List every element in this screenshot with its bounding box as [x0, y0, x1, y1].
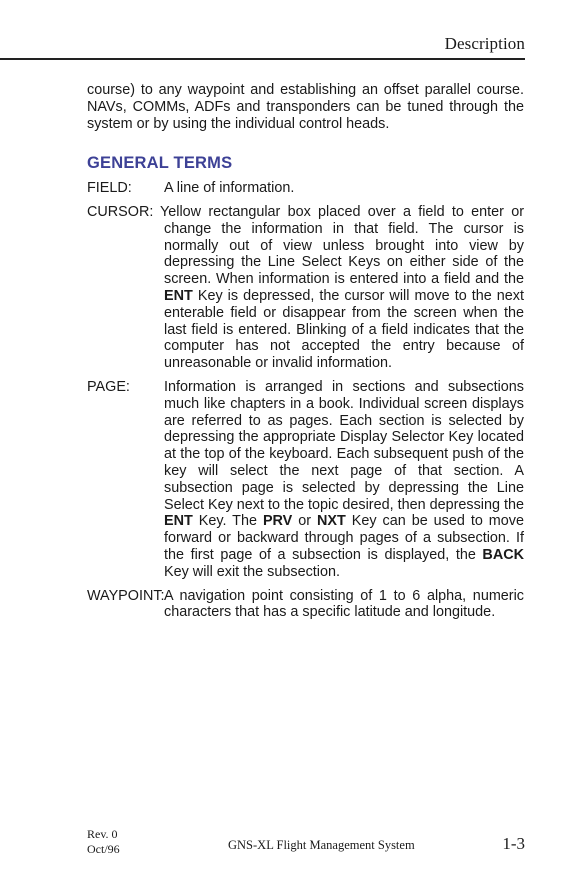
term-label-page: PAGE: — [87, 378, 130, 395]
key-ent: ENT — [164, 513, 193, 530]
intro-paragraph: course) to any waypoint and establishing an offset parallel course. NAVs, COMMs, ADFs and transponders can be tuned through the system or by using the individual control heads. — [87, 82, 524, 132]
footer-revision — [87, 827, 120, 857]
term-field — [87, 180, 524, 197]
page-content — [87, 82, 524, 628]
term-definition-page-1: Information is arranged in sections and subsections much like chapters in a book. Individual screen displays are referred to as pages. Each section is selected by depressing the appropriate Display Selector Key located at the top of the keyboard. Each subsequent push of the key will select the next page of that section. A subsection page is selected by depressing the Line Select Key next to the topic desired, then depressing the — [164, 378, 524, 513]
footer-title: GNS-XL Flight Management System — [228, 838, 415, 852]
header-rule — [0, 58, 525, 60]
term-definition-cursor-1: Yellow rectangular box placed over a field to enter or change the information in that field. The cursor is normally out of view unless brought into view by depressing the Line Select Keys on either side of the screen. When information is entered into a field and the — [160, 203, 524, 288]
term-definition-page-5: Key will exit the subsection. — [164, 563, 340, 580]
term-definition-page-2: Key. The — [192, 513, 263, 530]
key-prv: PRV — [262, 513, 293, 530]
key-back: BACK — [482, 546, 524, 563]
term-page — [87, 379, 524, 581]
term-definition-page-4: Key can be used to move forward or backward through pages of a subsection. If the first page of a subsection is displayed, the — [164, 513, 524, 563]
term-label-cursor: CURSOR: — [87, 203, 154, 220]
term-definition-waypoint: A navigation point consisting of 1 to 6 alpha, numeric characters that has a specific latitude and longitude. — [164, 587, 524, 621]
section-heading: GENERAL TERMS — [87, 154, 233, 173]
key-ent: ENT — [164, 287, 193, 304]
footer-rev: Rev. 0 — [87, 827, 118, 841]
key-nxt: NXT — [317, 513, 346, 530]
term-definition-page-3: or — [292, 513, 318, 530]
term-cursor — [87, 204, 524, 372]
term-definition-cursor-2: Key is depressed, the cursor will move to the next enterable field or disappear from the screen when the last field is entered. Blinking of a field indicates that the computer has not accepted the entry because of unreasonable or invalid information. — [164, 287, 524, 372]
term-waypoint — [87, 588, 524, 622]
page-header-title: Description — [444, 34, 525, 53]
term-definition-field: A line of information. — [164, 180, 295, 197]
footer-date: Oct/96 — [87, 842, 120, 856]
term-label-field: FIELD: — [87, 180, 132, 197]
footer-page-number: 1-3 — [502, 834, 525, 853]
term-label-waypoint: WAYPOINT: — [87, 587, 165, 604]
